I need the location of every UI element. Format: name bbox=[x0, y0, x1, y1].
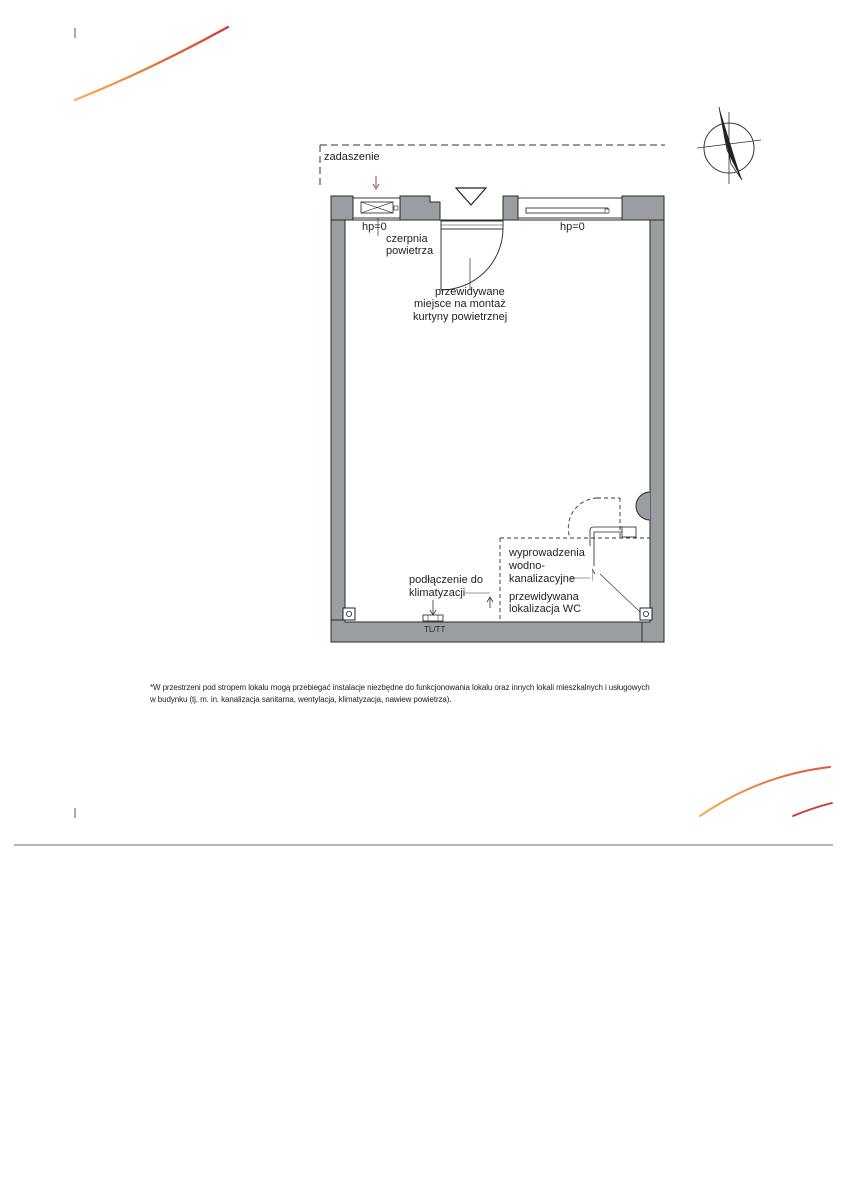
window-right bbox=[518, 198, 622, 218]
water-label-2: wodno- bbox=[509, 560, 546, 572]
north-arrow-icon bbox=[697, 107, 761, 184]
ac-label-1: podłączenie do bbox=[409, 574, 484, 586]
canopy-arrow-icon bbox=[373, 176, 379, 189]
curtain-label-1: przewidywane bbox=[435, 286, 505, 298]
water-label-1: wyprowadzenia bbox=[509, 547, 585, 559]
hp-right-label: hp=0 bbox=[560, 221, 585, 233]
curtain-label-3: kurtyny powietrznej bbox=[413, 311, 508, 323]
ac-unit-icon bbox=[423, 615, 443, 621]
wc-label-2: lokalizacja WC bbox=[509, 603, 582, 615]
footnote bbox=[150, 682, 690, 706]
ac-label-2: klimatyzacji bbox=[409, 587, 466, 599]
footnote-line-2: w budynku (tj. m. in. kanalizacja sanitarna, wentylacja, klimatyzacja, nawiew powietrza). bbox=[150, 695, 452, 704]
water-label-3: kanalizacyjne bbox=[509, 573, 576, 585]
swoosh-bottom-right-2 bbox=[793, 803, 832, 816]
wc-label-1: przewidywana bbox=[509, 591, 579, 603]
hp-left-label: hp=0 bbox=[362, 221, 387, 233]
canopy-label: zadaszenie bbox=[324, 151, 380, 163]
room-interior bbox=[345, 220, 650, 622]
footnote-line-1: *W przestrzeni pod stropem lokalu mogą przebiegać instalacje niezbędne do funkcjonowania lokalu oraz innych lokali mieszkalnych i usługowych bbox=[150, 683, 650, 692]
curtain-label-2: miejsce na montaż bbox=[414, 298, 506, 310]
air-intake-label-1: czerpnia bbox=[386, 233, 428, 245]
swoosh-top-left bbox=[75, 27, 228, 100]
entrance-triangle-icon bbox=[456, 188, 486, 205]
ac-unit-label: TL/TT bbox=[424, 625, 446, 634]
air-intake-label-2: powietrza bbox=[386, 245, 434, 257]
window-left bbox=[353, 198, 400, 218]
column-bottom-left bbox=[343, 608, 355, 620]
column-bottom-right bbox=[640, 608, 652, 620]
